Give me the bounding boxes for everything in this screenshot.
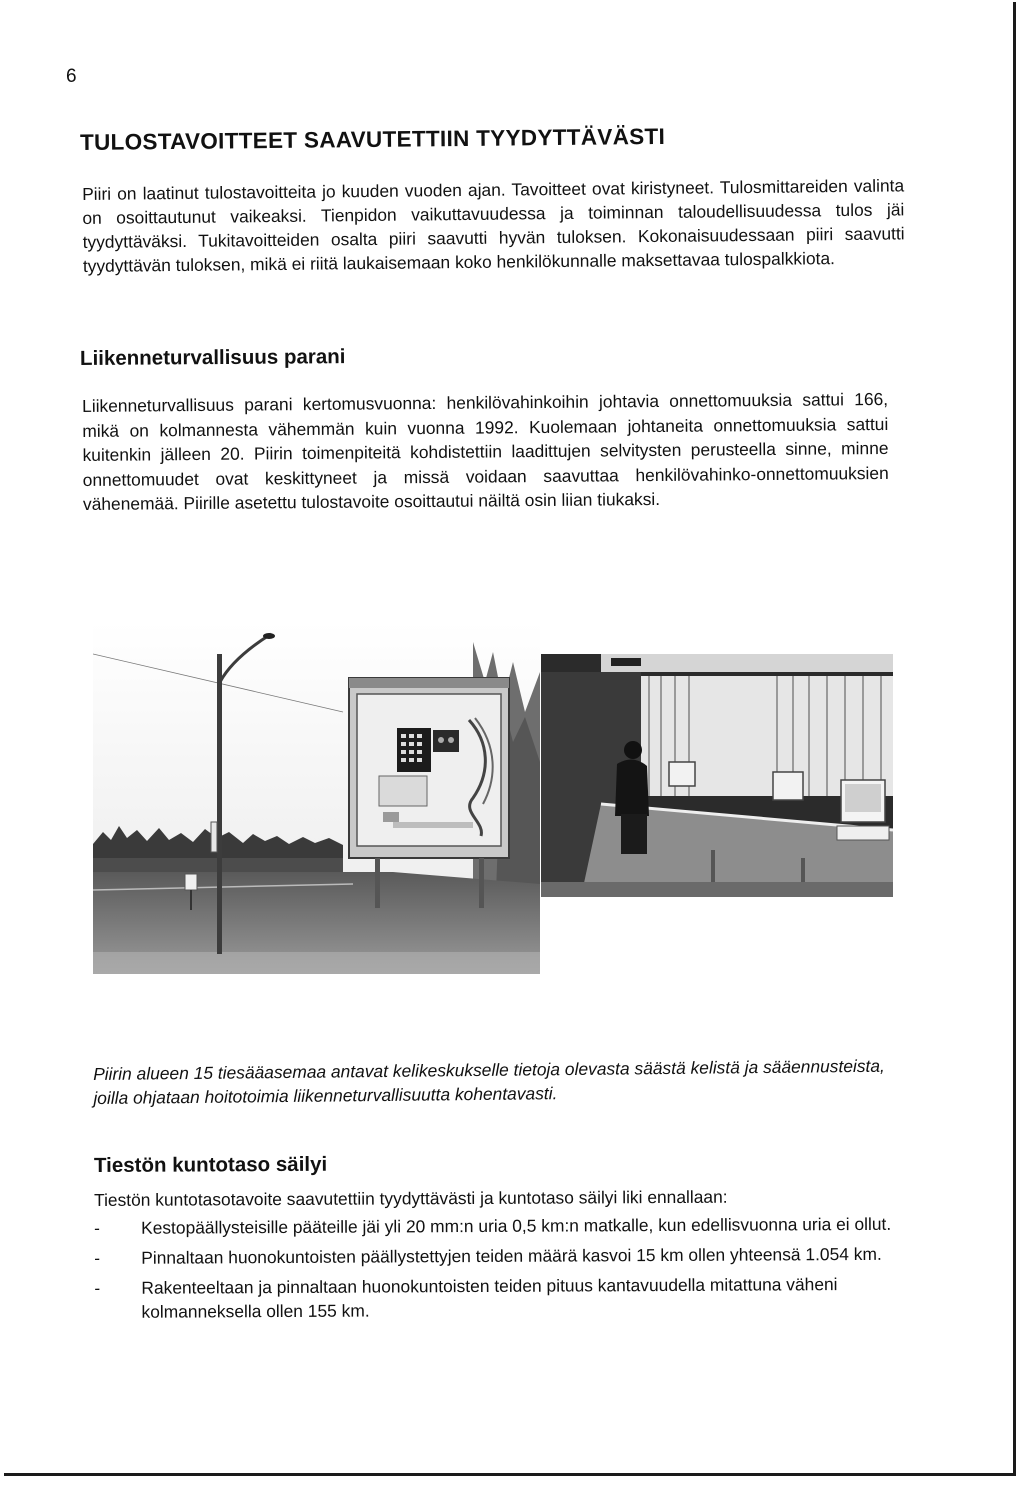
weather-station-photo — [93, 622, 540, 974]
page-title: TULOSTAVOITTEET SAAVUTETTIIN TYYDYTTÄVÄSTI — [79, 123, 666, 155]
page-number: 6 — [66, 66, 77, 87]
list-item — [94, 1272, 900, 1324]
list-item — [94, 1212, 900, 1240]
list-item-text: Kestopäällysteisille pääteille jäi yli 20 mm:n uria 0,5 km:n matkalle, kun edellisvuonna uria ei ollut. — [141, 1213, 892, 1238]
bullet-dash: - — [94, 1277, 101, 1298]
list-item-text: Rakenteeltaan ja pinnaltaan huonokuntoisten teiden pituus kantavuudella mitattuna väheni kolmanneksella ollen 155 km. — [141, 1274, 838, 1322]
intro-paragraph: Piiri on laatinut tulostavoitteita jo kuuden vuoden ajan. Tavoitteet ovat kiristyneet. Tulosmittareiden valinta on osoittautunut vaikeaksi. Tienpidon vaikuttavuudessa ja toiminnan taloudellisuudessa tulos jäi tyydyttäväksi. Tukitavoitteiden osalta piiri saavutti hyvän tuloksen. Kokonaisuudessaan piiri saavutti tyydyttävän tuloksen, mikä ei riitä laukaisemaan koko henkilökunnalle maksettavaa tulospalkkiota. — [82, 175, 905, 276]
bullet-dash: - — [94, 1247, 101, 1268]
control-room-photo — [541, 654, 893, 897]
road-condition-list — [94, 1212, 901, 1330]
photo-caption: Piirin alueen 15 tiesääasemaa antavat kelikeskukselle tietoja olevasta säästä kelistä ja sääennusteista, joilla ohjataan hoitotoimia liikenneturvallisuutta kohentavasti. — [93, 1055, 885, 1108]
list-item-text: Pinnaltaan huonokuntoisten päällystettyjen teiden määrä kasvoi 15 km ollen yhteensä 1.054 km. — [141, 1243, 882, 1268]
road-condition-heading: Tiestön kuntotaso säilyi — [93, 1152, 328, 1177]
road-condition-intro: Tiestön kuntotasotavoite saavutettiin tyydyttävästi ja kuntotaso säilyi liki ennallaan: — [94, 1186, 728, 1210]
document-page — [4, 2, 1016, 1476]
bullet-dash: - — [94, 1217, 100, 1238]
traffic-safety-heading: Liikenneturvallisuus parani — [79, 345, 346, 370]
list-item — [94, 1242, 900, 1270]
traffic-safety-paragraph: Liikenneturvallisuus parani kertomusvuonna: henkilövahinkoihin johtavia onnettomuuksia sattui 166, mikä on kolmannesta vähemmän kuin vuonna 1992. Kuolemaan johtaneita onnettomuuksia sattui kuitenkin jälleen 20. Piirin toimenpiteitä kohdistettiin laadittujen selvitysten perusteella sinne, minne onnettomuudet ovat keskittyneet ja missä voidaan saavuttaa henkilövahinko-onnettomuuksien vähenemää. Piirille asetettu tulostavoite osoittautui näiltä osin liian tiukaksi. — [82, 388, 889, 514]
